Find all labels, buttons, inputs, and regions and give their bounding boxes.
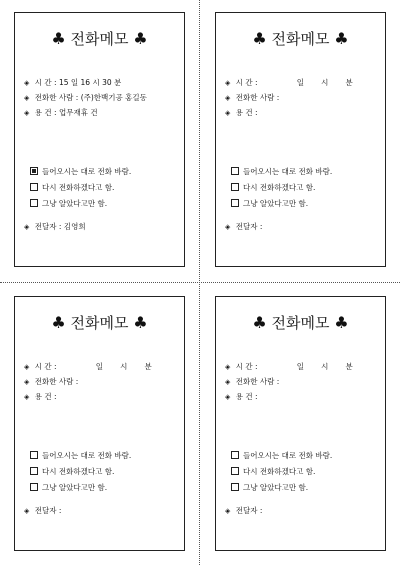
checkbox-icon[interactable] bbox=[231, 467, 239, 475]
time-label: 시 간 : bbox=[235, 78, 258, 87]
diamond-bullet-icon: ◈ bbox=[24, 507, 30, 515]
option-call-back[interactable] bbox=[30, 166, 180, 178]
relay-row bbox=[24, 505, 180, 517]
memo-title bbox=[216, 28, 385, 49]
checkbox-icon[interactable] bbox=[30, 467, 38, 475]
minute-unit: 분 bbox=[345, 362, 353, 371]
caller-label: 전화한 사람 : bbox=[235, 93, 280, 102]
caller-row bbox=[24, 376, 180, 388]
club-icon: ♣ bbox=[334, 29, 349, 48]
minute-unit: 분 bbox=[144, 362, 152, 371]
caller-label: 전화한 사람 : bbox=[34, 377, 79, 386]
memo-title-text: 전화메모 bbox=[271, 30, 330, 48]
option-noted[interactable] bbox=[231, 198, 381, 210]
phone-memo-card bbox=[14, 12, 185, 267]
caller-label: 전화한 사람 : bbox=[235, 377, 280, 386]
checkbox-icon[interactable] bbox=[231, 451, 239, 459]
hour-unit: 시 bbox=[120, 362, 128, 371]
option-label: 다시 전화하겠다고 함. bbox=[243, 183, 316, 192]
phone-memo-card bbox=[14, 296, 185, 551]
club-icon: ♣ bbox=[51, 313, 66, 332]
option-will-call-again[interactable] bbox=[30, 182, 180, 194]
subject-row bbox=[225, 391, 381, 403]
subject-label: 용 건 : bbox=[34, 108, 57, 117]
day-unit: 일 bbox=[95, 362, 103, 371]
time-label: 시 간 : bbox=[34, 78, 57, 87]
diamond-bullet-icon: ◈ bbox=[225, 393, 231, 401]
time-label: 시 간 : bbox=[235, 362, 258, 371]
relay-label: 전달자 : bbox=[235, 506, 263, 515]
club-icon: ♣ bbox=[133, 29, 148, 48]
option-label: 다시 전화하겠다고 함. bbox=[243, 467, 316, 476]
subject-label: 용 건 : bbox=[34, 392, 57, 401]
time-row bbox=[24, 77, 180, 89]
option-will-call-again[interactable] bbox=[231, 466, 381, 478]
diamond-bullet-icon: ◈ bbox=[24, 363, 30, 371]
checkbox-icon[interactable] bbox=[231, 483, 239, 491]
relay-row bbox=[24, 221, 180, 233]
diamond-bullet-icon: ◈ bbox=[24, 94, 30, 102]
option-label: 그냥 알았다고만 함. bbox=[42, 483, 108, 492]
caller-row bbox=[24, 92, 180, 104]
option-noted[interactable] bbox=[231, 482, 381, 494]
club-icon: ♣ bbox=[133, 313, 148, 332]
diamond-bullet-icon: ◈ bbox=[24, 79, 30, 87]
relay-value: 김영희 bbox=[63, 222, 86, 231]
diamond-bullet-icon: ◈ bbox=[24, 223, 30, 231]
option-call-back[interactable] bbox=[231, 450, 381, 462]
checkbox-icon[interactable] bbox=[30, 199, 38, 207]
relay-label: 전달자 : bbox=[34, 506, 62, 515]
checkbox-icon[interactable] bbox=[30, 451, 38, 459]
memo-title-text: 전화메모 bbox=[70, 30, 129, 48]
option-label: 다시 전화하겠다고 함. bbox=[42, 467, 115, 476]
relay-label: 전달자 : bbox=[34, 222, 62, 231]
subject-value: 업무재휴 건 bbox=[58, 108, 98, 117]
club-icon: ♣ bbox=[334, 313, 349, 332]
memo-title-text: 전화메모 bbox=[70, 314, 129, 332]
hour-unit: 시 bbox=[321, 78, 329, 87]
phone-memo-card bbox=[215, 296, 386, 551]
checkbox-icon[interactable] bbox=[30, 483, 38, 491]
memo-title bbox=[15, 28, 184, 49]
checkbox-icon[interactable] bbox=[30, 183, 38, 191]
time-row bbox=[225, 361, 381, 373]
option-label: 들어오시는 대로 전화 바람. bbox=[243, 167, 333, 176]
diamond-bullet-icon: ◈ bbox=[225, 378, 231, 386]
option-will-call-again[interactable] bbox=[30, 466, 180, 478]
checkbox-checked-icon[interactable] bbox=[30, 167, 38, 175]
time-value: 15 일 16 시 30 분 bbox=[58, 78, 122, 87]
subject-label: 용 건 : bbox=[235, 108, 258, 117]
option-label: 그냥 알았다고만 함. bbox=[243, 199, 309, 208]
checkbox-icon[interactable] bbox=[231, 183, 239, 191]
option-will-call-again[interactable] bbox=[231, 182, 381, 194]
memo-title-text: 전화메모 bbox=[271, 314, 330, 332]
subject-label: 용 건 : bbox=[235, 392, 258, 401]
subject-row bbox=[24, 391, 180, 403]
diamond-bullet-icon: ◈ bbox=[225, 109, 231, 117]
diamond-bullet-icon: ◈ bbox=[24, 393, 30, 401]
subject-row bbox=[24, 107, 180, 119]
phone-memo-card bbox=[215, 12, 386, 267]
checkbox-icon[interactable] bbox=[231, 199, 239, 207]
option-noted[interactable] bbox=[30, 482, 180, 494]
club-icon: ♣ bbox=[51, 29, 66, 48]
time-label: 시 간 : bbox=[34, 362, 57, 371]
diamond-bullet-icon: ◈ bbox=[225, 363, 231, 371]
subject-row bbox=[225, 107, 381, 119]
diamond-bullet-icon: ◈ bbox=[225, 94, 231, 102]
caller-row bbox=[225, 376, 381, 388]
option-label: 들어오시는 대로 전화 바람. bbox=[42, 167, 132, 176]
diamond-bullet-icon: ◈ bbox=[225, 223, 231, 231]
memo-title bbox=[15, 312, 184, 333]
relay-row bbox=[225, 505, 381, 517]
horizontal-cut-line bbox=[0, 282, 400, 283]
option-call-back[interactable] bbox=[231, 166, 381, 178]
option-label: 그냥 알았다고만 함. bbox=[42, 199, 108, 208]
time-row bbox=[24, 361, 180, 373]
caller-label: 전화한 사람 : bbox=[34, 93, 79, 102]
caller-row bbox=[225, 92, 381, 104]
diamond-bullet-icon: ◈ bbox=[24, 109, 30, 117]
day-unit: 일 bbox=[296, 78, 304, 87]
time-row bbox=[225, 77, 381, 89]
minute-unit: 분 bbox=[345, 78, 353, 87]
memo-title bbox=[216, 312, 385, 333]
option-label: 들어오시는 대로 전화 바람. bbox=[243, 451, 333, 460]
caller-value: (주)한백기공 홍길동 bbox=[80, 93, 147, 102]
option-noted[interactable] bbox=[30, 198, 180, 210]
option-label: 그냥 알았다고만 함. bbox=[243, 483, 309, 492]
relay-row bbox=[225, 221, 381, 233]
option-label: 다시 전화하겠다고 함. bbox=[42, 183, 115, 192]
diamond-bullet-icon: ◈ bbox=[225, 79, 231, 87]
diamond-bullet-icon: ◈ bbox=[24, 378, 30, 386]
option-label: 들어오시는 대로 전화 바람. bbox=[42, 451, 132, 460]
day-unit: 일 bbox=[296, 362, 304, 371]
hour-unit: 시 bbox=[321, 362, 329, 371]
diamond-bullet-icon: ◈ bbox=[225, 507, 231, 515]
checkbox-icon[interactable] bbox=[231, 167, 239, 175]
club-icon: ♣ bbox=[252, 313, 267, 332]
option-call-back[interactable] bbox=[30, 450, 180, 462]
club-icon: ♣ bbox=[252, 29, 267, 48]
relay-label: 전달자 : bbox=[235, 222, 263, 231]
